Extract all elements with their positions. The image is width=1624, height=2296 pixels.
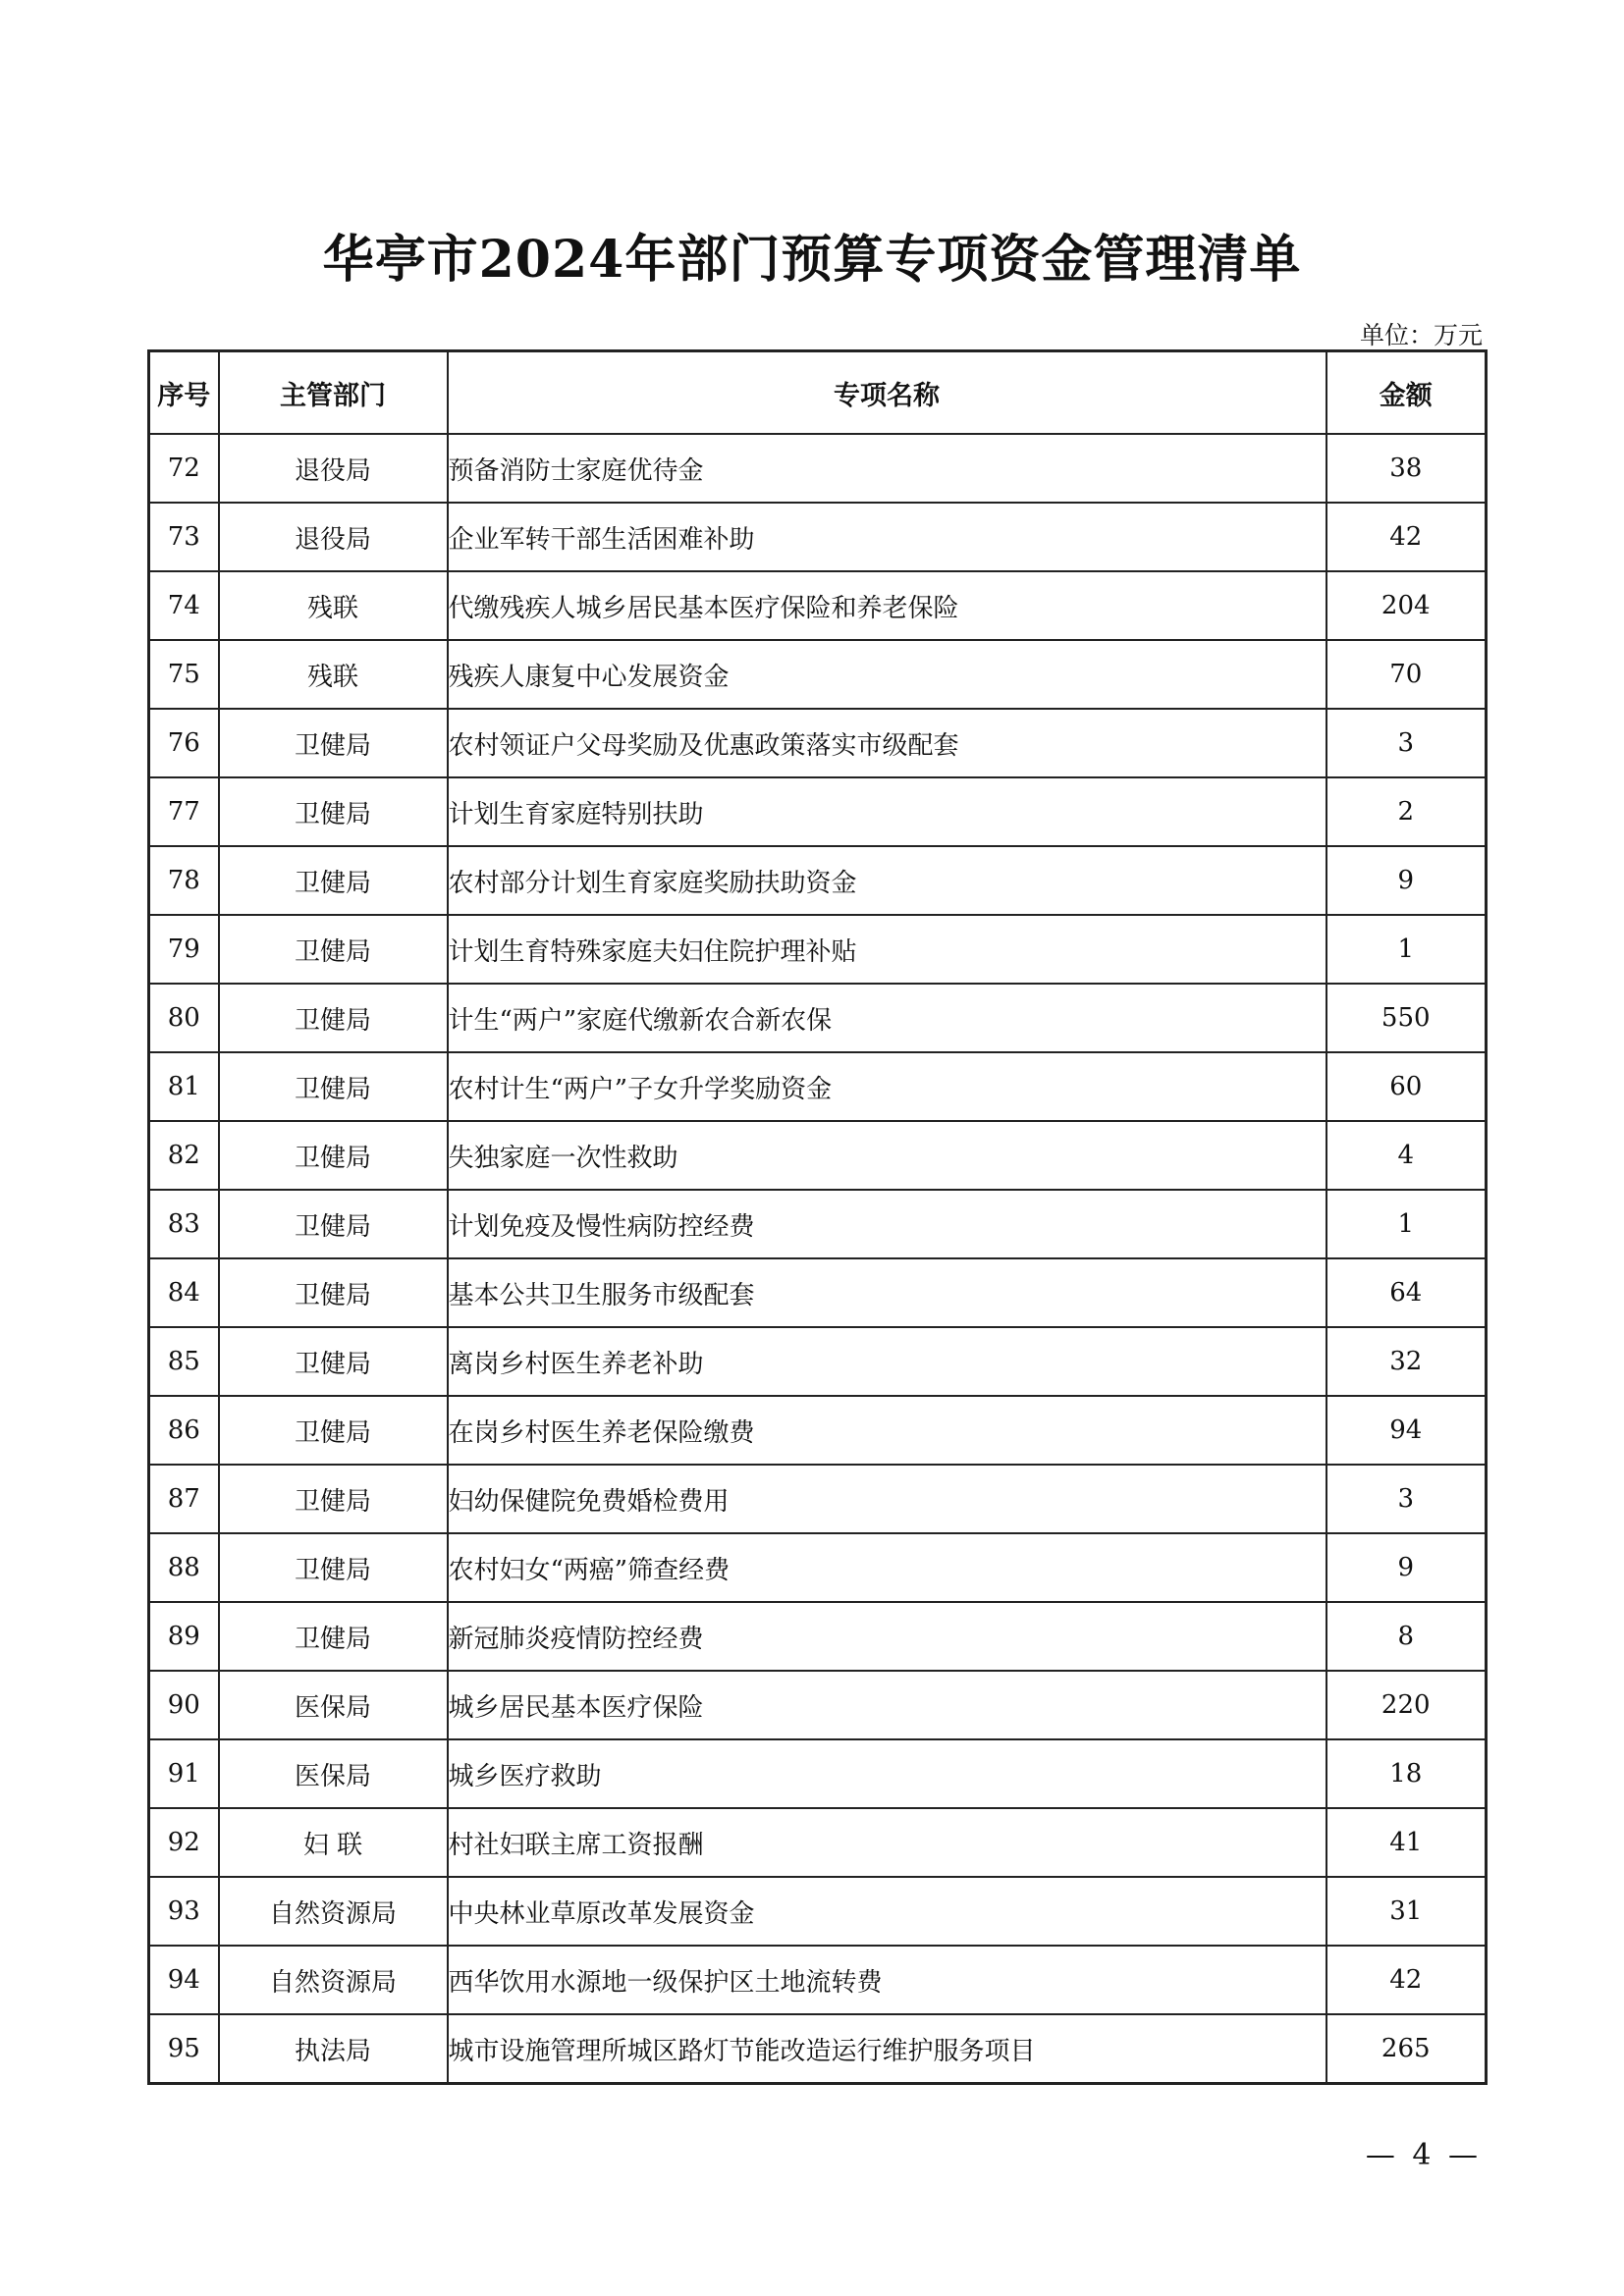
row-index: 80 xyxy=(149,984,219,1052)
header-index: 序号 xyxy=(149,351,219,435)
row-department: 卫健局 xyxy=(219,1327,448,1396)
row-amount: 204 xyxy=(1326,571,1487,640)
row-amount: 8 xyxy=(1326,1602,1487,1671)
table-row xyxy=(149,1533,1487,1602)
row-amount: 4 xyxy=(1326,1121,1487,1190)
table-row xyxy=(149,1671,1487,1739)
row-index: 92 xyxy=(149,1808,219,1877)
table-row xyxy=(149,1465,1487,1533)
row-amount: 265 xyxy=(1326,2014,1487,2084)
table-body xyxy=(149,434,1487,2084)
row-department: 卫健局 xyxy=(219,1602,448,1671)
row-item-name: 新冠肺炎疫情防控经费 xyxy=(448,1602,1326,1671)
row-index: 76 xyxy=(149,709,219,777)
row-department: 残联 xyxy=(219,571,448,640)
row-item-name: 计划免疫及慢性病防控经费 xyxy=(448,1190,1326,1258)
row-index: 75 xyxy=(149,640,219,709)
row-index: 84 xyxy=(149,1258,219,1327)
row-amount: 220 xyxy=(1326,1671,1487,1739)
row-item-name: 中央林业草原改革发展资金 xyxy=(448,1877,1326,1946)
row-amount: 3 xyxy=(1326,709,1487,777)
row-index: 89 xyxy=(149,1602,219,1671)
row-department: 卫健局 xyxy=(219,984,448,1052)
row-department: 医保局 xyxy=(219,1739,448,1808)
table-row xyxy=(149,1121,1487,1190)
row-item-name: 城乡医疗救助 xyxy=(448,1739,1326,1808)
row-index: 74 xyxy=(149,571,219,640)
row-department: 退役局 xyxy=(219,434,448,503)
row-amount: 42 xyxy=(1326,503,1487,571)
row-amount: 9 xyxy=(1326,846,1487,915)
row-department: 卫健局 xyxy=(219,1258,448,1327)
row-index: 94 xyxy=(149,1946,219,2014)
row-department: 妇 联 xyxy=(219,1808,448,1877)
table-row xyxy=(149,1190,1487,1258)
row-item-name: 企业军转干部生活困难补助 xyxy=(448,503,1326,571)
row-item-name: 残疾人康复中心发展资金 xyxy=(448,640,1326,709)
row-department: 卫健局 xyxy=(219,1190,448,1258)
page-number: — 4 — xyxy=(1365,2138,1482,2172)
table-row xyxy=(149,571,1487,640)
row-department: 卫健局 xyxy=(219,1465,448,1533)
row-department: 执法局 xyxy=(219,2014,448,2084)
row-department: 卫健局 xyxy=(219,777,448,846)
row-department: 自然资源局 xyxy=(219,1946,448,2014)
row-department: 卫健局 xyxy=(219,1052,448,1121)
row-amount: 18 xyxy=(1326,1739,1487,1808)
row-index: 93 xyxy=(149,1877,219,1946)
row-department: 自然资源局 xyxy=(219,1877,448,1946)
row-department: 残联 xyxy=(219,640,448,709)
row-item-name: 离岗乡村医生养老补助 xyxy=(448,1327,1326,1396)
row-item-name: 农村妇女“两癌”筛查经费 xyxy=(448,1533,1326,1602)
row-item-name: 在岗乡村医生养老保险缴费 xyxy=(448,1396,1326,1465)
table-row xyxy=(149,1877,1487,1946)
table-row xyxy=(149,1602,1487,1671)
budget-table xyxy=(147,349,1488,2085)
table-header-row xyxy=(149,351,1487,435)
row-index: 83 xyxy=(149,1190,219,1258)
row-department: 卫健局 xyxy=(219,915,448,984)
row-department: 卫健局 xyxy=(219,846,448,915)
row-department: 医保局 xyxy=(219,1671,448,1739)
table-row xyxy=(149,709,1487,777)
row-index: 88 xyxy=(149,1533,219,1602)
row-amount: 42 xyxy=(1326,1946,1487,2014)
row-index: 90 xyxy=(149,1671,219,1739)
row-item-name: 农村部分计划生育家庭奖励扶助资金 xyxy=(448,846,1326,915)
row-item-name: 城乡居民基本医疗保险 xyxy=(448,1671,1326,1739)
row-department: 退役局 xyxy=(219,503,448,571)
row-amount: 2 xyxy=(1326,777,1487,846)
row-item-name: 失独家庭一次性救助 xyxy=(448,1121,1326,1190)
row-index: 72 xyxy=(149,434,219,503)
table-row xyxy=(149,503,1487,571)
table-row xyxy=(149,1946,1487,2014)
row-department: 卫健局 xyxy=(219,1396,448,1465)
unit-note: 单位：万元 xyxy=(1359,321,1483,349)
table-row xyxy=(149,1739,1487,1808)
row-amount: 94 xyxy=(1326,1396,1487,1465)
row-amount: 41 xyxy=(1326,1808,1487,1877)
row-amount: 38 xyxy=(1326,434,1487,503)
row-item-name: 计划生育家庭特别扶助 xyxy=(448,777,1326,846)
row-item-name: 基本公共卫生服务市级配套 xyxy=(448,1258,1326,1327)
header-amount: 金额 xyxy=(1326,351,1487,435)
page-title: 华亭市2024年部门预算专项资金管理清单 xyxy=(322,230,1302,290)
header-item-name: 专项名称 xyxy=(448,351,1326,435)
table-row xyxy=(149,1258,1487,1327)
table-row xyxy=(149,846,1487,915)
row-item-name: 妇幼保健院免费婚检费用 xyxy=(448,1465,1326,1533)
row-index: 73 xyxy=(149,503,219,571)
row-index: 77 xyxy=(149,777,219,846)
row-amount: 31 xyxy=(1326,1877,1487,1946)
row-index: 85 xyxy=(149,1327,219,1396)
row-amount: 1 xyxy=(1326,1190,1487,1258)
table-row xyxy=(149,1327,1487,1396)
table-row xyxy=(149,1808,1487,1877)
row-department: 卫健局 xyxy=(219,1121,448,1190)
row-department: 卫健局 xyxy=(219,1533,448,1602)
row-amount: 60 xyxy=(1326,1052,1487,1121)
row-amount: 32 xyxy=(1326,1327,1487,1396)
table-row xyxy=(149,640,1487,709)
table-row xyxy=(149,777,1487,846)
row-amount: 9 xyxy=(1326,1533,1487,1602)
row-index: 81 xyxy=(149,1052,219,1121)
table-row xyxy=(149,1396,1487,1465)
table-row xyxy=(149,434,1487,503)
row-index: 86 xyxy=(149,1396,219,1465)
row-index: 95 xyxy=(149,2014,219,2084)
row-item-name: 农村领证户父母奖励及优惠政策落实市级配套 xyxy=(448,709,1326,777)
row-amount: 64 xyxy=(1326,1258,1487,1327)
row-amount: 550 xyxy=(1326,984,1487,1052)
header-department: 主管部门 xyxy=(219,351,448,435)
row-item-name: 城市设施管理所城区路灯节能改造运行维护服务项目 xyxy=(448,2014,1326,2084)
row-index: 79 xyxy=(149,915,219,984)
table-row xyxy=(149,984,1487,1052)
table-row xyxy=(149,915,1487,984)
row-item-name: 计生“两户”家庭代缴新农合新农保 xyxy=(448,984,1326,1052)
row-item-name: 代缴残疾人城乡居民基本医疗保险和养老保险 xyxy=(448,571,1326,640)
row-index: 78 xyxy=(149,846,219,915)
table-row xyxy=(149,1052,1487,1121)
row-item-name: 预备消防士家庭优待金 xyxy=(448,434,1326,503)
row-item-name: 计划生育特殊家庭夫妇住院护理补贴 xyxy=(448,915,1326,984)
row-amount: 3 xyxy=(1326,1465,1487,1533)
row-item-name: 农村计生“两户”子女升学奖励资金 xyxy=(448,1052,1326,1121)
row-index: 91 xyxy=(149,1739,219,1808)
table-row xyxy=(149,2014,1487,2084)
row-index: 87 xyxy=(149,1465,219,1533)
row-item-name: 西华饮用水源地一级保护区土地流转费 xyxy=(448,1946,1326,2014)
row-amount: 1 xyxy=(1326,915,1487,984)
row-item-name: 村社妇联主席工资报酬 xyxy=(448,1808,1326,1877)
row-department: 卫健局 xyxy=(219,709,448,777)
row-index: 82 xyxy=(149,1121,219,1190)
row-amount: 70 xyxy=(1326,640,1487,709)
